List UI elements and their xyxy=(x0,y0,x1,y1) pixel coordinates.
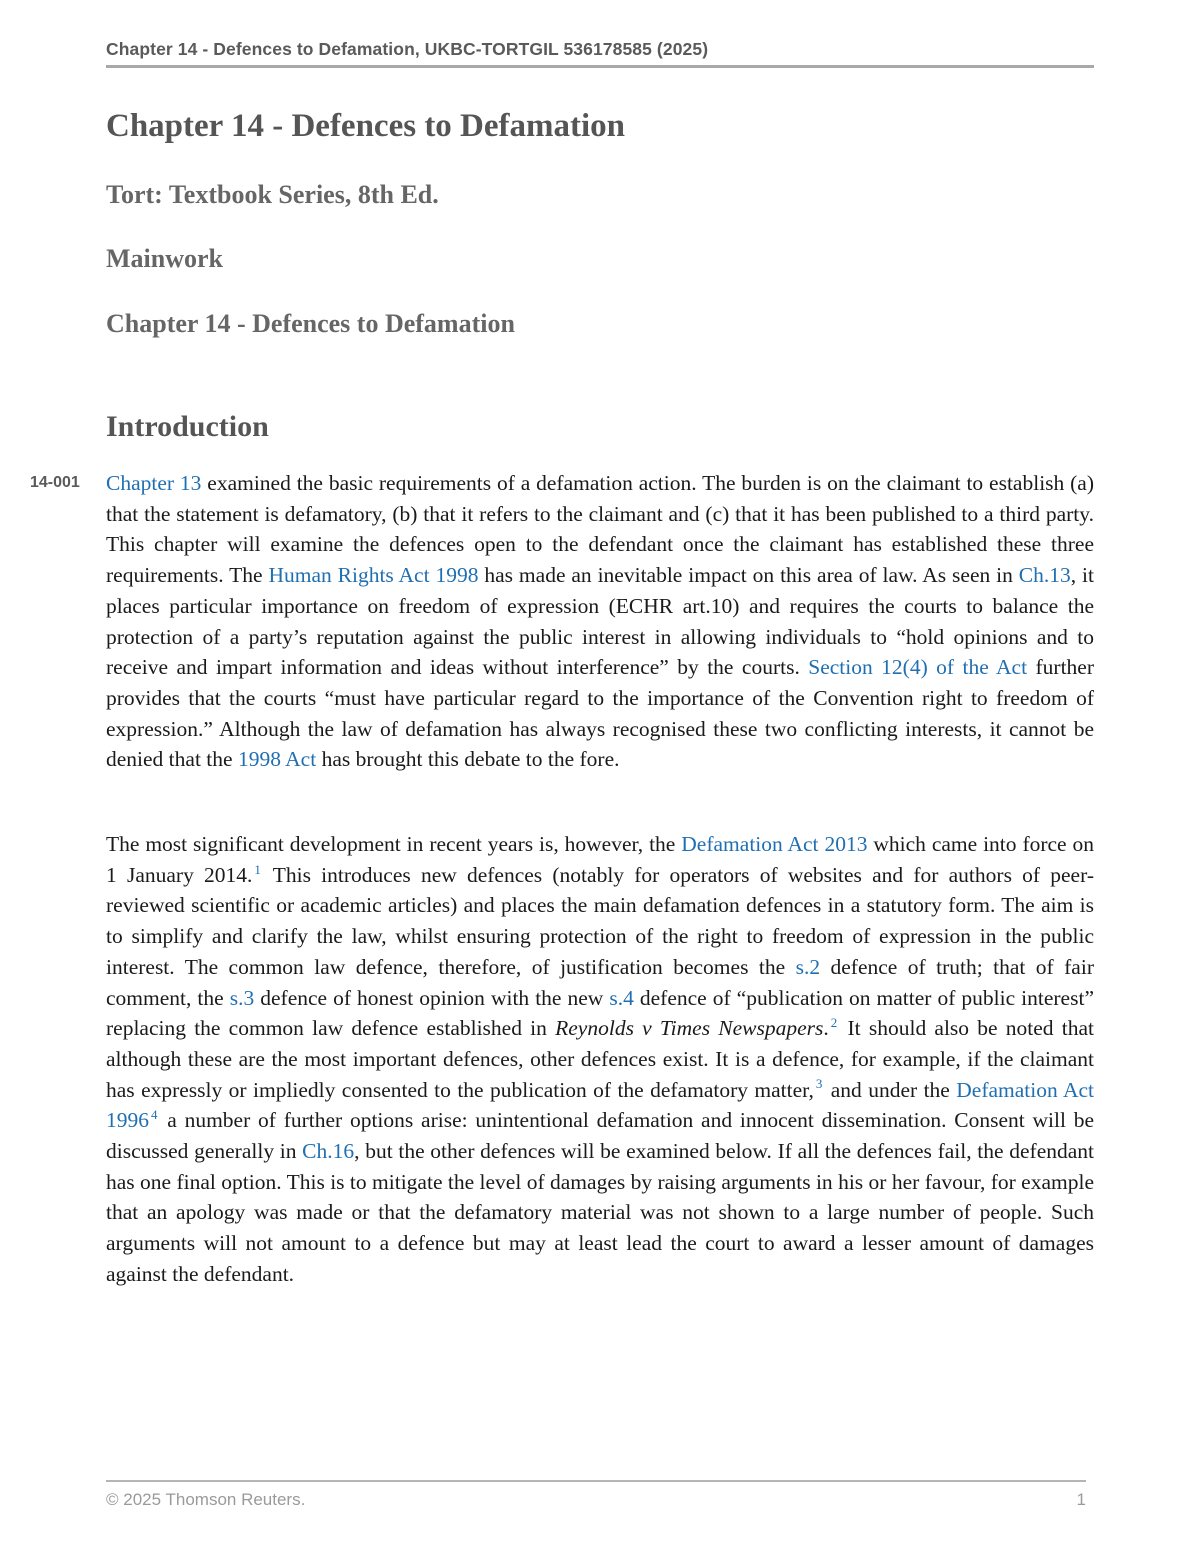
para2-text-8: It should also be noted that although these are the most important defences, other defences exist. It is a defence, for example, if the claimant has expressly or impliedly consented to the publication of the defamatory matter, xyxy=(106,1016,1094,1102)
link-section-12-4[interactable]: Section 12(4) of the Act xyxy=(808,655,1028,680)
footnote-4-link[interactable]: 4 xyxy=(151,1107,158,1123)
link-s2[interactable]: s.2 xyxy=(795,954,821,979)
footer-rule xyxy=(106,1480,1086,1482)
para2-text-2: which came into force on 1 January 2014. xyxy=(106,832,1095,887)
chapter-subtitle: Chapter 14 - Defences to Defamation xyxy=(106,309,515,338)
footnote-1-link[interactable]: 1 xyxy=(254,861,261,877)
para2-text-11: , but the other defences will be examined below. If all the defences fail, the defendant has one final option. This is to mitigate the level of damages by raising arguments in his or her favour, for example that an apology was made or that the defamatory material was not shown to a large number of people. Such arguments will not amount to a defence but may at least lead the court to award a lesser amount of damages against the defendant. xyxy=(106,1139,1094,1286)
paragraph-number: 14-001 xyxy=(30,474,80,491)
footnote-2-link[interactable]: 2 xyxy=(830,1015,838,1031)
section-heading: Introduction xyxy=(106,410,269,443)
link-s3[interactable]: s.3 xyxy=(229,985,255,1010)
case-name: Reynolds v Times Newspapers xyxy=(555,1016,824,1041)
link-chapter-13[interactable]: Chapter 13 xyxy=(106,471,202,495)
para2-text-5: defence of honest opinion with the new xyxy=(254,985,610,1010)
header-rule xyxy=(106,65,1094,68)
link-defamation-act-2013[interactable]: Defamation Act 2013 xyxy=(681,832,868,856)
para1-text-3: , it places particular importance on freedom of expression (ECHR art.10) and requires the courts to balance the protection of a party’s reputation against the public interest in allowing individuals to “hold opinions and to receive and impart information and ideas without interference” by the courts. xyxy=(106,563,1094,680)
para1-text-2: has made an inevitable impact on this area of law. As seen in xyxy=(478,563,1019,588)
footnote-3-link[interactable]: 3 xyxy=(815,1076,823,1092)
link-s4[interactable]: s.4 xyxy=(609,985,634,1010)
para2-text-9: and under the xyxy=(824,1077,957,1102)
para2-text-10: a number of further options arise: unintentional defamation and innocent dissemination. Consent will be discussed generally in xyxy=(106,1108,1094,1164)
work-title: Tort: Textbook Series, 8th Ed. xyxy=(106,180,439,209)
link-ch13[interactable]: Ch.13 xyxy=(1018,563,1071,588)
para1-text-4: further provides that the courts “must have particular regard to the importance of the Convention right to freedom of expression.” Although the law of defamation has always recognised these two conflicting interests, it cannot be denied that the xyxy=(106,655,1095,772)
paragraph-1 xyxy=(106,468,1094,775)
copyright: © 2025 Thomson Reuters. xyxy=(106,1490,306,1509)
part-title: Mainwork xyxy=(106,244,223,273)
running-header: Chapter 14 - Defences to Defamation, UKBC-TORTGIL 536178585 (2025) xyxy=(106,39,709,59)
page-number: 1 xyxy=(1076,1490,1086,1509)
para2-text-6: defence of “publication on matter of public interest” replacing the common law defence established in xyxy=(106,985,1094,1041)
para2-text-1: The most significant development in recent years is, however, the xyxy=(106,832,682,856)
paragraph-2 xyxy=(106,829,1094,1290)
para2-text-7: . xyxy=(823,1016,829,1041)
para2-text-3: This introduces new defences (notably for operators of websites and for authors of peer-reviewed scientific or academic articles) and places the main defamation defences in a statutory form. The aim is to simplify and clarify the law, whilst ensuring protection of the right to freedom of expression in the public interest. The common law defence, therefore, of justification becomes the xyxy=(106,862,1094,979)
para1-text-1: examined the basic requirements of a defamation action. The burden is on the claimant to establish (a) that the statement is defamatory, (b) that it refers to the claimant and (c) that it has been published to a third party. This chapter will examine the defences open to the defendant once the claimant has established these three requirements. The xyxy=(106,471,1094,588)
chapter-title: Chapter 14 - Defences to Defamation xyxy=(106,108,626,144)
link-human-rights-act-1998[interactable]: Human Rights Act 1998 xyxy=(268,563,479,588)
para1-text-5: has brought this debate to the fore. xyxy=(316,747,620,772)
para2-text-4: defence of truth; that of fair comment, the xyxy=(106,954,1094,1010)
link-defamation-act-1996[interactable]: Defamation Act 1996 xyxy=(106,1077,1094,1133)
link-1998-act[interactable]: 1998 Act xyxy=(237,747,317,772)
link-ch16[interactable]: Ch.16 xyxy=(302,1139,355,1164)
